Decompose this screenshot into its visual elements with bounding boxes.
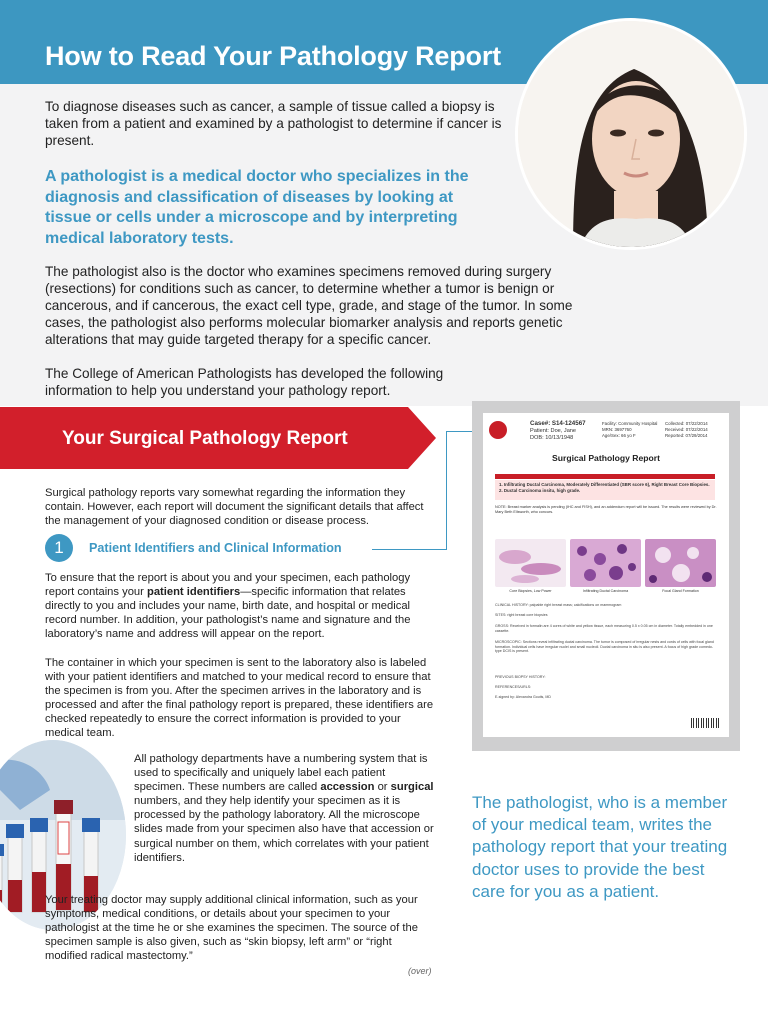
- report-gross: GROSS: Received in formalin are 4 cores of white and yellow tissue, each measuring 0.5 x 0.05 cm in diameter. Totally embedded in one cassette.: [495, 624, 713, 633]
- clinical-information-paragraph: Your treating doctor may supply additional clinical information, such as your symptoms, medical conditions, or details about your specimen to your pathologist at the time he or she examines the specimen. The source of the specimen sample is also given, such as “skin biopsy, left arm” or “right modified radical mastectomy.”: [45, 894, 418, 963]
- patient-identifiers-term: patient identifiers: [146, 586, 241, 599]
- page-turn-note: (over): [408, 966, 432, 976]
- report-facility-info: Facility: Community Hospital MRN: 3697760 Age/Sex: 66 yo F: [602, 421, 658, 438]
- section-banner-arrow: [408, 407, 436, 469]
- section-title: Your Surgical Pathology Report: [62, 428, 348, 449]
- report-signature: E-signed by: Alexandra Goutis, MD: [495, 695, 551, 699]
- micrograph-image: [495, 539, 566, 587]
- intro-paragraph-biopsy: To diagnose diseases such as cancer, a sample of tissue called a biopsy is taken from a patient and examined by a pathologist to determine if cancer is present.: [45, 99, 502, 148]
- page-title: How to Read Your Pathology Report: [45, 41, 501, 71]
- connector-line: [372, 549, 447, 550]
- report-previous-biopsy: PREVIOUS BIOPSY HISTORY:: [495, 675, 546, 679]
- step-heading: Patient Identifiers and Clinical Information: [89, 541, 342, 555]
- specimen-container-paragraph: The container in which your specimen is sent to the laboratory also is labeled with your patient identifiers and matched to your medical record to ensure that the specimen is from you. After the specimen arrives in the laboratory and is processed and after the final pathology report is prepared, these identifiers are checked repeatedly to ensure the correct information is provided to your medical team.: [45, 657, 434, 740]
- accession-number-paragraph: All pathology departments have a numbering system that is used to specifically and uniquely label each patient specimen. These numbers are called accession or surgical numbers, and they help identify your specimen as it is processed by the pathology laboratory. All the microscope slides made from your specimen also have that accession or surgical number on them, which correlates with your patient identifiers.: [134, 753, 434, 864]
- report-microscopic: MICROSCOPIC: Sections reveal infiltrating ductal carcinoma. The tumor is composed of irregular nests and cords of cells with focal gland formation. Individual cells have irregular nuclei and small nucleoli. Ductal carcinoma in situ is also present. A focus of high grade comedo-type DCIS is present.: [495, 640, 714, 654]
- sample-pathology-report: [483, 413, 729, 737]
- patient-portrait-image: [515, 18, 747, 250]
- report-references: REFERENCES/URLS:: [495, 685, 532, 689]
- report-dates: Collected: 07/22/2014 Received: 07/22/2014 Reported: 07/29/2014: [665, 421, 708, 438]
- micrograph-image: [645, 539, 716, 587]
- section-lead-paragraph: Surgical pathology reports vary somewhat regarding the information they contain. However, each report will document the significant details that affect the management of your diagnosed condition or disease process.: [45, 487, 424, 528]
- report-logo-icon: [489, 421, 507, 439]
- pull-quote: The pathologist, who is a member of your medical team, writes the pathology report that your treating doctor uses to provide the best care for you as a patient.: [472, 793, 728, 901]
- step-number-badge: 1: [45, 534, 73, 562]
- report-clinical-history: CLINICAL HISTORY: palpable right breast mass; calcifications on mammogram: [495, 603, 622, 607]
- surgical-term: surgical: [390, 781, 434, 794]
- micrograph-caption: Core Biopsies, Low Power: [509, 589, 552, 593]
- report-diagnosis-bar: [495, 474, 715, 479]
- report-note: NOTE: Breast marker analysis is pending (IHC and FISH), and an addendum report will be issued. The results were reviewed by Dr. Mary Beth Ellsworth, who concurs.: [495, 505, 717, 514]
- report-sites: SITES: right breast core biopsies: [495, 613, 548, 617]
- report-title: Surgical Pathology Report: [552, 453, 660, 463]
- accession-term: accession: [320, 781, 375, 794]
- intro-paragraph-cap: The College of American Pathologists has developed the following information to help you understand your pathology report.: [45, 366, 444, 398]
- pathologist-definition-callout: A pathologist is a medical doctor who specializes in the diagnosis and classification of diseases by looking at tissue or cells under a microscope and by interpreting medical laboratory tests.: [45, 168, 469, 247]
- report-diagnosis: 1. Infiltrating Ductal Carcinoma, Moderately Differentiated (SBR score 6), Right Breast Core Biopsies. 2. Ductal Carcinoma insitu, high grade.: [495, 480, 715, 500]
- intro-paragraph-specimens: The pathologist also is the doctor who examines specimens removed during surgery (resections) for conditions such as cancer, to determine whether a tumor is benign or cancerous, and if cancerous, the exact cell type, grade, and stage of the tumor. In some cases, the pathologist also performs molecular biomarker analysis and reports genetic alterations that may guide targeted therapy for a specific cancer.: [45, 264, 573, 347]
- report-case-info: Case#: S14-124567 Patient: Doe, Jane DOB: 10/13/1948: [530, 420, 586, 441]
- connector-line: [446, 431, 447, 550]
- report-barcode: [691, 718, 719, 728]
- patient-identifiers-paragraph: To ensure that the report is about you and your specimen, each pathology report contains your patient identifiers—specific information that relates directly to you and includes your name, birth date, and hospital or medical record number. In addition, your pathologist’s name and signature and the laboratory’s name and address will appear on the report.: [45, 572, 411, 641]
- micrograph-caption: Focal Gland Formation: [662, 589, 699, 593]
- micrograph-image: [570, 539, 641, 587]
- micrograph-caption: Infiltrating Ductal Carcinoma: [582, 589, 629, 593]
